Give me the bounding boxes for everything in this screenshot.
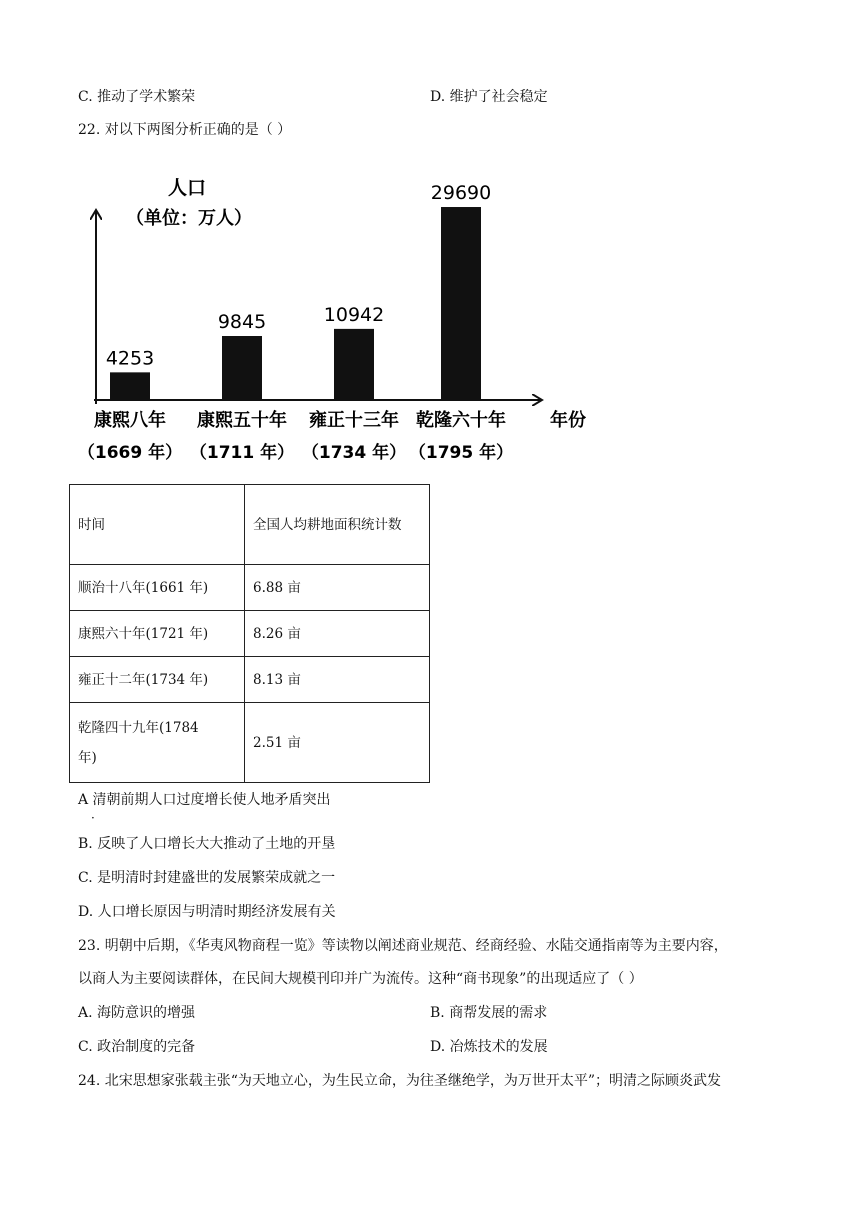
- table-cell-time-text: 乾隆四十九年(1784 年): [78, 719, 199, 766]
- q23-stem-line1: 23. 明朝中后期，《华夷风物商程一览》等读物以阐述商业规范、经商经验、水陆交通指南等为主要内容，: [78, 938, 728, 954]
- table-cell-time: 雍正十二年(1734 年): [70, 657, 245, 703]
- bar-2: [334, 329, 374, 400]
- q23-option-d: D. 冶炼技术的发展: [430, 1039, 548, 1055]
- bar-value-label: 9845: [217, 311, 267, 334]
- chart-title: 人口: [168, 177, 207, 199]
- bar-value-label: 10942: [323, 303, 385, 326]
- q23-option-b: B. 商帮发展的需求: [430, 1005, 548, 1021]
- q21-option-c: C. 推动了学术繁荣: [78, 89, 196, 105]
- q22-stem: 22. 对以下两图分析正确的是（ ）: [78, 122, 292, 138]
- q22-option-c: C. 是明清时封建盛世的发展繁荣成就之一: [78, 870, 336, 886]
- chart-xlabel: 年份: [550, 410, 586, 431]
- table-row: [70, 565, 430, 611]
- q22-option-d: D. 人口增长原因与明清时期经济发展有关: [78, 904, 336, 920]
- category-year-label: （1795 年）: [408, 443, 514, 463]
- q22-option-b: B. 反映了人口增长大大推动了土地的开垦: [78, 836, 336, 852]
- table-header-row: [70, 485, 430, 565]
- category-year-label: （1734 年）: [301, 443, 407, 463]
- farmland-table: [69, 484, 430, 783]
- chart-ylabel: （单位：万人）: [126, 208, 252, 229]
- q23-option-a: A. 海防意识的增强: [78, 1005, 196, 1021]
- table-header-value-text: 全国人均耕地面积统计数: [253, 516, 402, 533]
- bar-0: [110, 372, 150, 400]
- category-label: 雍正十三年: [309, 410, 399, 431]
- category-year-label: （1669 年）: [77, 443, 183, 463]
- table-cell-value: 2.51 亩: [245, 703, 430, 783]
- bar-3: [441, 207, 481, 400]
- table-cell-time: [70, 703, 245, 783]
- q23-stem-line2: 以商人为主要阅读群体，在民间大规模刊印并广为流传。这种“商书现象”的出现适应了（ ）: [78, 971, 643, 987]
- table-cell-time: 顺治十八年(1661 年): [70, 565, 245, 611]
- table-row: [70, 703, 430, 783]
- category-label: 康熙五十年: [197, 410, 287, 431]
- category-label: 康熙八年: [94, 410, 166, 431]
- emphasis-dot: ·: [91, 811, 95, 825]
- q23-option-c: C. 政治制度的完备: [78, 1039, 196, 1055]
- category-label: 乾隆六十年: [416, 410, 506, 431]
- q24-stem-line1: 24. 北宋思想家张载主张“为天地立心，为生民立命，为往圣继绝学，为万世开太平”；明清之际顾炎武发: [78, 1073, 722, 1089]
- table-cell-value: 8.26 亩: [245, 611, 430, 657]
- table-row: [70, 657, 430, 703]
- table-header-value: [245, 485, 430, 565]
- table-cell-value: 8.13 亩: [245, 657, 430, 703]
- table-cell-time: 康熙六十年(1721 年): [70, 611, 245, 657]
- q22-option-a: A 清朝前期人口过度增长使人地矛盾突出: [78, 792, 331, 808]
- bar-value-label: 4253: [105, 347, 155, 370]
- category-year-label: （1711 年）: [189, 443, 295, 463]
- q21-option-d: D. 维护了社会稳定: [430, 89, 548, 105]
- population-bar-chart: [72, 160, 612, 470]
- table-row: [70, 611, 430, 657]
- bar-value-label: 29690: [430, 182, 492, 205]
- table-header-time: 时间: [70, 485, 245, 565]
- bar-1: [222, 336, 262, 400]
- table-cell-value: 6.88 亩: [245, 565, 430, 611]
